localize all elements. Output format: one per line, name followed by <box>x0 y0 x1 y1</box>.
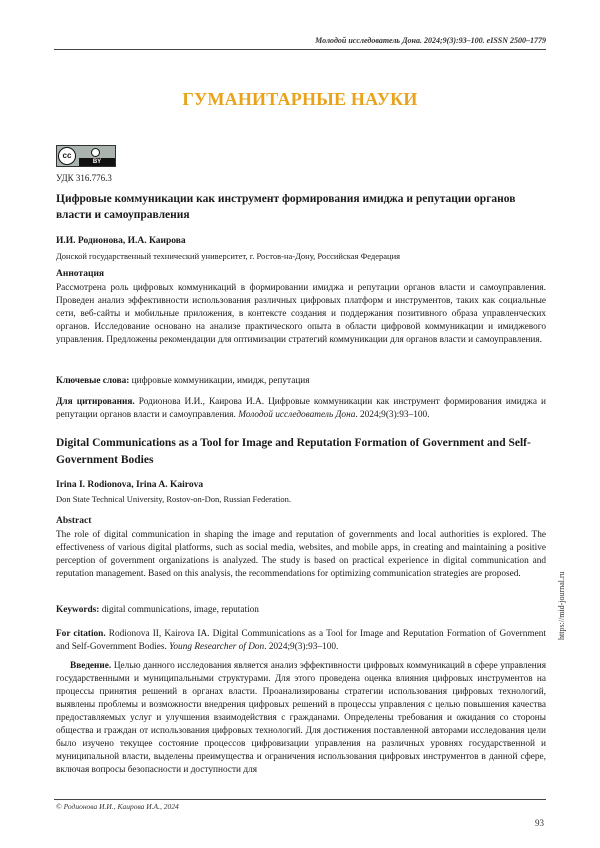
citation-text-ru: Родионова И.И., Каирова И.А. Цифровые коммуникации как инструмент формирования имиджа и репутации органов власти и самоуправления. <box>56 397 547 420</box>
attribution-icon <box>91 148 100 157</box>
affiliation-en: Don State Technical University, Rostov-on-Don, Russian Federation. <box>56 494 292 504</box>
intro-label: Введение. <box>70 661 112 671</box>
citation-tail-ru: . 2024;9(3):93–100. <box>355 410 430 420</box>
citation-tail-en: . 2024;9(3):93–100. <box>264 642 339 652</box>
citation-journal-ru: Молодой исследователь Дона <box>238 410 356 420</box>
by-label: BY <box>92 159 102 165</box>
intro-text: Целью данного исследования является анализ эффективности цифровых коммуникаций в сфере управления государственными и муниципальными структурами. Для этого проведена оценка влияния цифровых инструментов на процессы принятия решений в органах власти. Проанализированы стратегии использования цифровых технологий, выявлены проблемы и возможности внедрения цифровых решений в процессы управления с целью повышения качества предоставляемых услуг и улучшения взаимодействия с гражданами. Определены требования и ожидания со стороны общества и граждан от использования цифровых технологий. Для достижения поставленной авторами исследования цели было изучено текущее состояние процессов цифровизации управления на различных уровнях государственной и муниципальной власти, выделены преимущества и ограничения использования цифровых инструментов в данной сфере, включая вопросы безопасности и доступности для <box>56 661 546 775</box>
citation-label-en: For citation. <box>56 629 106 639</box>
abstract-label-ru: Аннотация <box>56 269 105 279</box>
copyright-notice: © Родионова И.И., Каирова И.А., 2024 <box>56 802 179 811</box>
keywords-label-en: Keywords: <box>56 605 100 615</box>
cc-by-license-badge[interactable] <box>56 145 116 167</box>
page-number: 93 <box>535 818 544 828</box>
section-title: ГУМАНИТАРНЫЕ НАУКИ <box>182 89 418 109</box>
keywords-ru <box>56 375 546 388</box>
affiliation-ru: Донской государственный технический университет, г. Ростов-на-Дону, Российская Федерация <box>56 251 401 261</box>
cc-icon: cc <box>58 147 76 165</box>
journal-url-link[interactable]: https://mid-journal.ru <box>557 571 566 640</box>
abstract-label-en: Abstract <box>56 516 92 526</box>
authors-en: Irina I. Rodionova, Irina A. Kairova <box>56 480 204 490</box>
article-title-en: Digital Communications as a Tool for Image and Reputation Formation of Government and Self-Government Bodies <box>56 437 531 466</box>
citation-label-ru: Для цитирования. <box>56 397 135 407</box>
footer-rule <box>54 799 546 800</box>
authors-ru: И.И. Родионова, И.А. Каирова <box>56 236 186 246</box>
journal-header: Молодой исследователь Дона. 2024;9(3):93–100. eISSN 2500–1779 <box>315 36 546 45</box>
article-title-ru: Цифровые коммуникации как инструмент формирования имиджа и репутации органов власти и самоуправления <box>56 193 516 221</box>
citation-ru <box>56 396 546 422</box>
citation-en <box>56 628 546 654</box>
keywords-text-en: digital communications, image, reputation <box>101 605 259 615</box>
header-rule <box>54 49 546 50</box>
abstract-ru: Рассмотрена роль цифровых коммуникаций в формировании имиджа и репутации органов власти и самоуправления. Проведен анализ эффективности использования различных цифровых платформ и инструментов, таких как социальные сети, веб-сайты и мобильные приложения, в контексте создания и поддержания позитивного образа управленческих органов. Исследование основано на анализе практического опыта в области цифровой коммуникации и имиджевого управления. Предложены рекомендации для оптимизации стратегий коммуникации для органов власти и самоуправления. <box>56 283 546 345</box>
keywords-label-ru: Ключевые слова: <box>56 376 130 386</box>
citation-journal-en: Young Researcher of Don <box>169 642 265 652</box>
keywords-text-ru: цифровые коммуникации, имидж, репутация <box>131 376 310 386</box>
abstract-en: The role of digital communication in shaping the image and reputation of governments and local authorities is explored. The effectiveness of various digital platforms, such as social media, websites, and mobile apps, in creating and maintaining a positive perception of government organizations is analyzed. The study is based on practical experience in digital communication and reputation management. Based on this analysis, the recommendations for optimizing communication strategies are proposed. <box>56 530 546 579</box>
udk-code: УДК 316.776.3 <box>56 173 112 183</box>
introduction-paragraph <box>56 660 546 777</box>
keywords-en <box>56 604 546 617</box>
citation-text-en: Rodionova II, Kairova IA. Digital Communications as a Tool for Image and Reputation Formation of Government and Self-Government Bodies. <box>56 629 546 652</box>
